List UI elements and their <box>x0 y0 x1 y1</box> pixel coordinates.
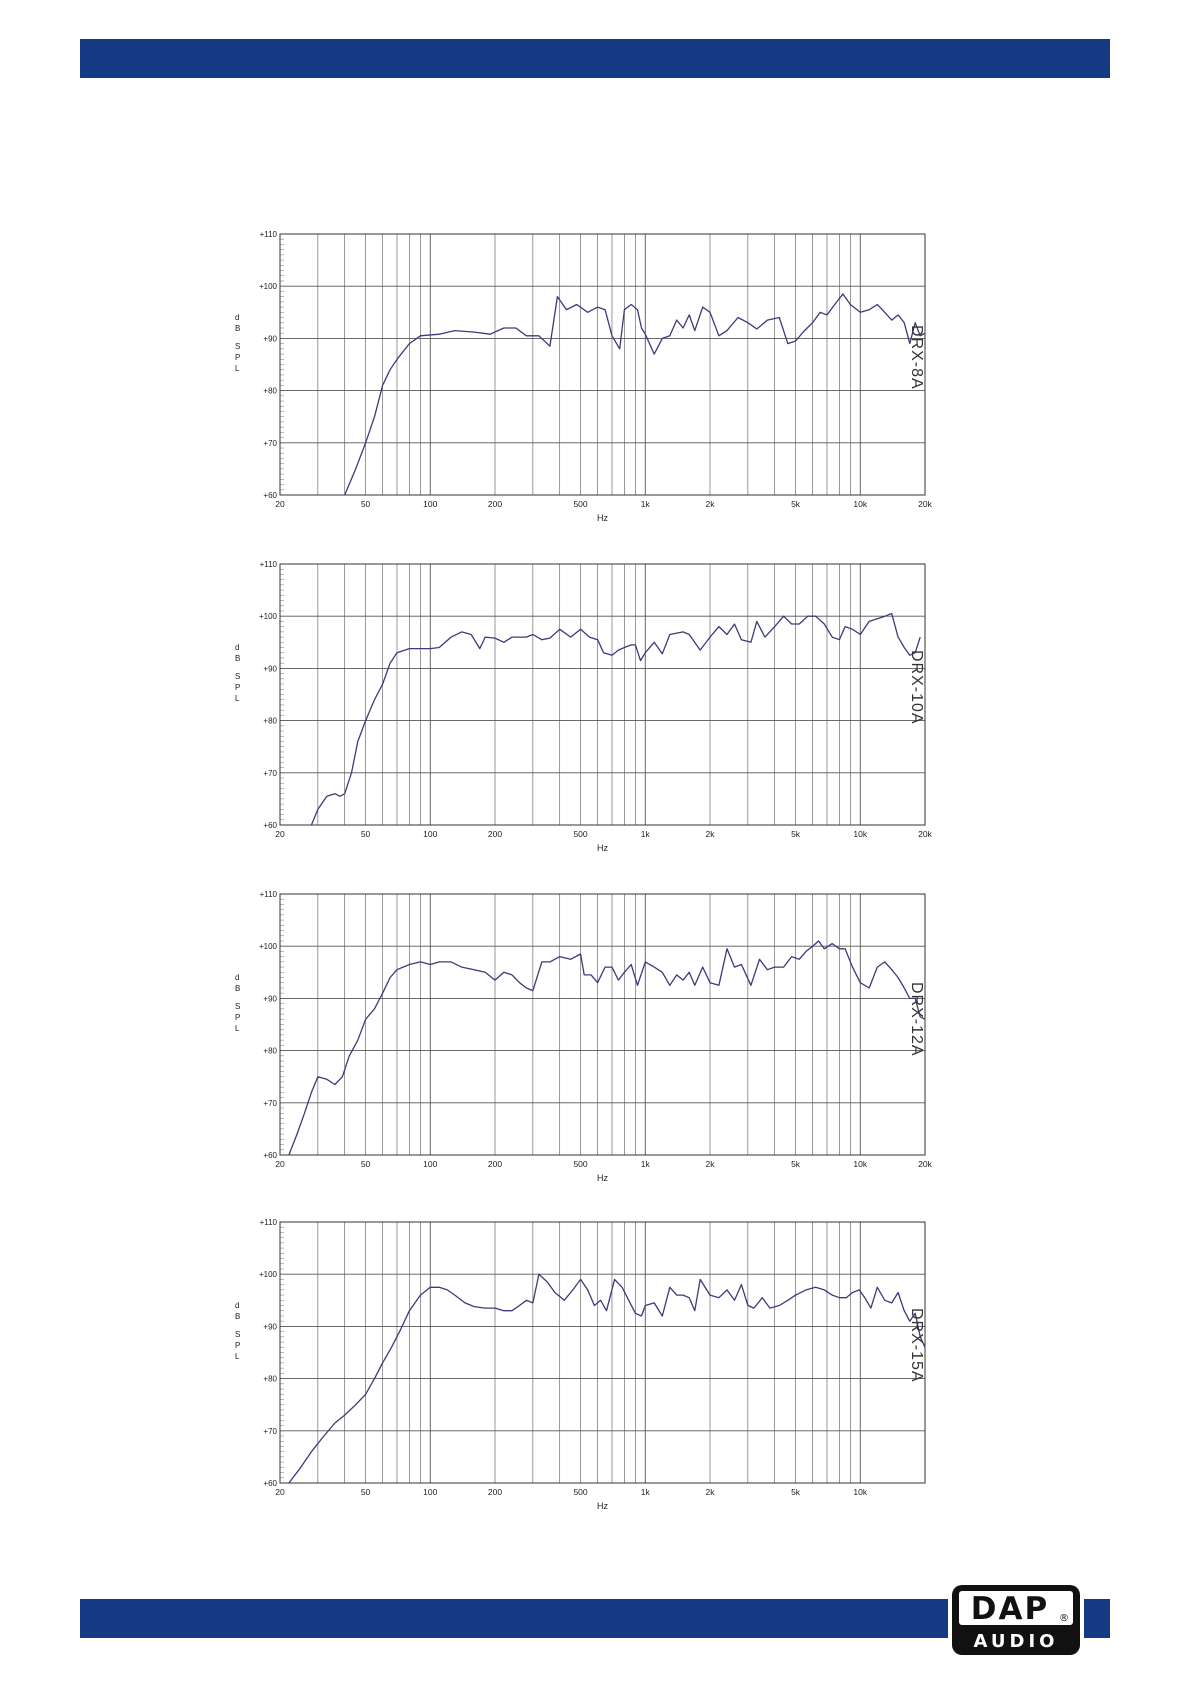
x-tick-label: 5k <box>791 499 801 509</box>
y-tick-label: +100 <box>258 1270 277 1280</box>
x-tick-label: 10k <box>853 499 868 509</box>
x-tick-label: 1k <box>640 829 650 839</box>
y-tick-label: +110 <box>259 1218 277 1227</box>
chart-drx-10a <box>220 552 940 852</box>
x-tick-label: 1k <box>640 1487 650 1497</box>
x-axis-label: Hz <box>597 1173 608 1183</box>
y-tick-label: +70 <box>263 1098 277 1108</box>
chart-drx-8a <box>220 222 940 522</box>
dap-audio-logo <box>948 1581 1084 1664</box>
chart-drx-12a <box>220 882 940 1182</box>
response-curve <box>311 614 920 825</box>
x-tick-label: 50 <box>360 499 371 509</box>
response-curve <box>289 941 925 1155</box>
x-tick-label: 50 <box>360 1159 371 1169</box>
y-axis-label: d B S P L <box>235 313 241 374</box>
y-tick-label: +80 <box>263 1046 277 1056</box>
x-tick-label: 5k <box>791 1159 801 1169</box>
y-tick-label: +90 <box>263 334 277 344</box>
y-tick-label: +60 <box>263 1479 277 1488</box>
chart-svg <box>220 882 940 1182</box>
x-tick-label: 5k <box>791 829 801 839</box>
y-tick-label: +60 <box>263 1151 277 1160</box>
y-tick-label: +100 <box>258 942 277 952</box>
x-tick-label: 1k <box>640 1159 650 1169</box>
logo-registered-mark: ® <box>1059 1613 1069 1624</box>
x-tick-label: 20k <box>918 1159 932 1169</box>
plot-frame <box>280 894 925 1155</box>
y-tick-label: +110 <box>259 560 277 569</box>
chart-svg <box>220 1210 940 1510</box>
header-band <box>80 39 1110 78</box>
x-tick-label: 100 <box>423 499 438 509</box>
y-tick-label: +110 <box>259 890 277 899</box>
y-axis-label: d B S P L <box>235 973 241 1034</box>
y-tick-label: +100 <box>258 612 277 622</box>
x-tick-label: 500 <box>573 1487 588 1497</box>
x-tick-label: 2k <box>705 1487 715 1497</box>
model-label-drx-10a: DRX-10A <box>908 650 925 725</box>
x-tick-label: 2k <box>705 829 715 839</box>
x-tick-label: 10k <box>853 1487 868 1497</box>
x-axis-label: Hz <box>597 843 608 853</box>
logo-audio-text: AUDIO <box>973 1631 1059 1652</box>
x-tick-label: 20 <box>275 1159 285 1169</box>
y-tick-label: +80 <box>263 386 277 396</box>
x-tick-label: 200 <box>487 499 503 509</box>
x-tick-label: 200 <box>487 1159 503 1169</box>
x-tick-label: 2k <box>705 1159 715 1169</box>
x-tick-label: 20 <box>275 1487 285 1497</box>
model-label-drx-8a: DRX-8A <box>908 325 925 390</box>
logo-dap-text: DAP <box>970 1591 1050 1627</box>
response-curve <box>345 294 925 495</box>
x-tick-label: 20 <box>275 829 285 839</box>
model-label-drx-12a: DRX-12A <box>908 982 925 1057</box>
y-tick-label: +70 <box>263 1426 277 1436</box>
y-axis-label: d B S P L <box>235 643 241 704</box>
x-tick-label: 100 <box>423 1487 438 1497</box>
y-tick-label: +80 <box>263 1374 277 1384</box>
y-tick-label: +90 <box>263 994 277 1004</box>
x-tick-label: 20k <box>918 499 932 509</box>
x-tick-label: 50 <box>360 1487 371 1497</box>
plot-frame <box>280 1222 925 1483</box>
y-tick-label: +80 <box>263 716 277 726</box>
x-tick-label: 10k <box>853 829 868 839</box>
chart-svg <box>220 552 940 852</box>
y-axis-label: d B S P L <box>235 1301 241 1362</box>
x-axis-label: Hz <box>597 513 608 523</box>
x-tick-label: 1k <box>640 499 650 509</box>
x-axis-label: Hz <box>597 1501 608 1511</box>
model-label-drx-15a: DRX-15A <box>908 1308 925 1383</box>
y-tick-label: +110 <box>259 230 277 239</box>
x-tick-label: 500 <box>573 499 588 509</box>
x-tick-label: 100 <box>423 1159 438 1169</box>
x-tick-label: 5k <box>791 1487 801 1497</box>
x-tick-label: 20k <box>918 829 932 839</box>
plot-frame <box>280 234 925 495</box>
chart-drx-15a <box>220 1210 940 1510</box>
y-tick-label: +70 <box>263 438 277 448</box>
x-tick-label: 20 <box>275 499 285 509</box>
y-tick-label: +90 <box>263 1322 277 1332</box>
y-tick-label: +100 <box>258 282 277 292</box>
y-tick-label: +60 <box>263 491 277 500</box>
x-tick-label: 500 <box>573 829 588 839</box>
x-tick-label: 200 <box>487 829 503 839</box>
x-tick-label: 2k <box>705 499 715 509</box>
y-tick-label: +90 <box>263 664 277 674</box>
x-tick-label: 10k <box>853 1159 868 1169</box>
x-tick-label: 200 <box>487 1487 503 1497</box>
y-tick-label: +60 <box>263 821 277 830</box>
chart-svg <box>220 222 940 522</box>
x-tick-label: 100 <box>423 829 438 839</box>
y-tick-label: +70 <box>263 768 277 778</box>
x-tick-label: 500 <box>573 1159 588 1169</box>
x-tick-label: 50 <box>360 829 371 839</box>
